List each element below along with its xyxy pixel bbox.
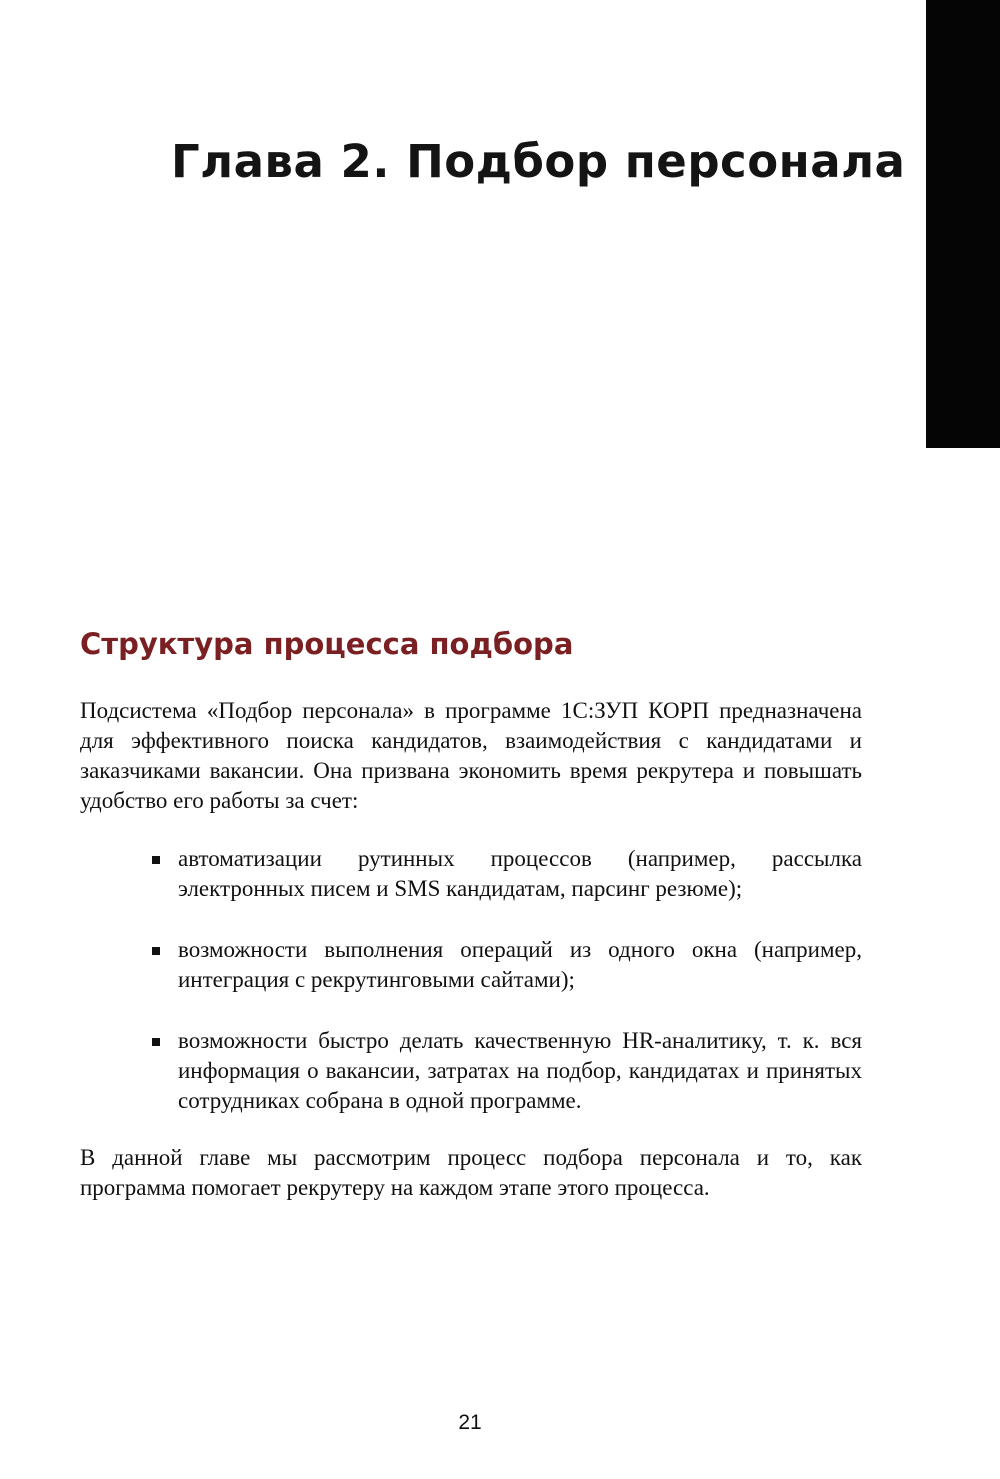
page-number: 21: [458, 1411, 482, 1434]
section-title: Структура процесса подбора: [80, 627, 574, 661]
bullet-text: возможности быстро делать качественную HR-аналитику, т. к. вся информация о вакансии, затратах на подбор, кандидатах и принятых сотрудниках собрана в одной программе.: [178, 1028, 862, 1113]
chapter-thumb-tab: [926, 0, 1000, 448]
square-bullet-icon: [152, 1038, 160, 1046]
bullet-item: [150, 1026, 862, 1116]
bullet-text: автоматизации рутинных процессов (например, рассылка электронных писем и SMS кандидатам, парсинг резюме);: [178, 846, 862, 901]
intro-paragraph: Подсистема «Подбор персонала» в программе 1С:ЗУП КОРП предназначена для эффективного поиска кандидатов, взаимодействия с кандидатами и заказчиками вакансии. Она призвана экономить время рекрутера и повышать удобство его работы за счет:: [80, 698, 862, 813]
outro-paragraph: В данной главе мы рассмотрим процесс подбора персонала и то, как программа помогает рекрутеру на каждом этапе этого процесса.: [80, 1145, 862, 1200]
square-bullet-icon: [152, 856, 160, 864]
bullet-item: [150, 935, 862, 995]
square-bullet-icon: [152, 947, 160, 955]
bullet-item: [150, 844, 862, 904]
chapter-title: Глава 2. Подбор персонала: [171, 135, 906, 188]
bullet-list: [150, 844, 862, 1147]
bullet-text: возможности выполнения операций из одного окна (например, интеграция с рекрутинговыми сайтами);: [178, 937, 862, 992]
